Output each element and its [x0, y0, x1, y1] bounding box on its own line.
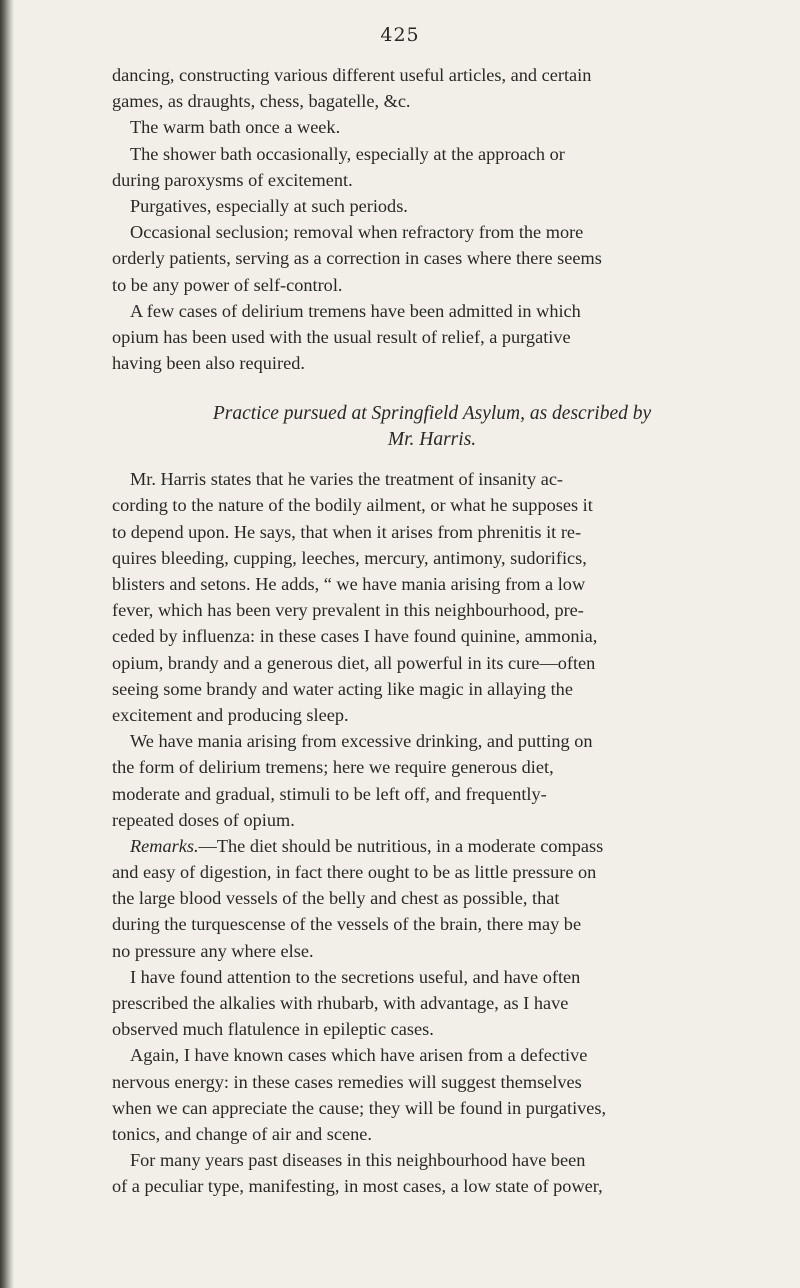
section-heading: Practice pursued at Springfield Asylum, as described by	[212, 403, 652, 425]
text-line: opium has been used with the usual result of relief, a purgative	[112, 326, 571, 347]
body-text	[112, 62, 752, 1200]
text-line: Occasional seclusion; removal when refractory from the more	[130, 222, 584, 243]
text-line: no pressure any where else.	[112, 940, 314, 961]
text-line: to be any power of self-control.	[112, 274, 343, 295]
text-line: quires bleeding, cupping, leeches, mercury, antimony, sudorifics,	[112, 547, 587, 568]
text-line: opium, brandy and a generous diet, all powerful in its cure—often	[112, 652, 596, 673]
remarks-line	[112, 833, 752, 859]
text-line: The warm bath once a week.	[130, 117, 341, 138]
text-line: repeated doses of opium.	[112, 809, 295, 830]
text-line: Again, I have known cases which have arisen from a defective	[130, 1045, 588, 1066]
text-line: when we can appreciate the cause; they will be found in purgatives,	[112, 1097, 607, 1118]
text-line: during paroxysms of excitement.	[112, 169, 353, 190]
text-line: For many years past diseases in this neighbourhood have been	[130, 1150, 586, 1171]
text-line: nervous energy: in these cases remedies will suggest themselves	[112, 1071, 582, 1092]
text-line: the large blood vessels of the belly and chest as possible, that	[112, 888, 560, 909]
text-line: cording to the nature of the bodily ailment, or what he supposes it	[112, 495, 593, 516]
binding-edge	[0, 0, 14, 1288]
text-line: Purgatives, especially at such periods.	[130, 195, 408, 216]
text-line: dancing, constructing various different useful articles, and certain	[112, 65, 592, 85]
text-line: the form of delirium tremens; here we require generous diet,	[112, 757, 554, 778]
text-line: Mr. Harris states that he varies the treatment of insanity ac-	[130, 469, 564, 490]
page-number: 425	[380, 24, 420, 46]
text-line: during the turquescense of the vessels of the brain, there may be	[112, 914, 582, 935]
text-line: excitement and producing sleep.	[112, 704, 349, 725]
remarks-text: —The diet should be nutritious, in a moderate compass	[198, 835, 604, 856]
text-line: A few cases of delirium tremens have been admitted in which	[130, 300, 581, 321]
text-line: games, as draughts, chess, bagatelle, &c.	[112, 91, 411, 112]
text-line: to depend upon. He says, that when it arises from phrenitis it re-	[112, 521, 582, 542]
text-line: ceded by influenza: in these cases I have found quinine, ammonia,	[112, 626, 598, 647]
text-line: tonics, and change of air and scene.	[112, 1123, 372, 1144]
text-line: and easy of digestion, in fact there ought to be as little pressure on	[112, 862, 597, 883]
text-line: The shower bath occasionally, especially at the approach or	[130, 143, 565, 164]
text-line: having been also required.	[112, 353, 305, 374]
text-line: observed much flatulence in epileptic cases.	[112, 1019, 434, 1040]
text-line: fever, which has been very prevalent in this neighbourhood, pre-	[112, 600, 584, 621]
text-line: of a peculiar type, manifesting, in most cases, a low state of power,	[112, 1176, 603, 1197]
text-line: We have mania arising from excessive drinking, and putting on	[130, 731, 593, 752]
text-line: moderate and gradual, stimuli to be left off, and frequently-	[112, 783, 547, 804]
text-line: I have found attention to the secretions useful, and have often	[130, 966, 581, 987]
remarks-label: Remarks.	[130, 835, 199, 856]
text-line: orderly patients, serving as a correction in cases where there seems	[112, 248, 602, 269]
text-line: prescribed the alkalies with rhubarb, with advantage, as I have	[112, 993, 569, 1013]
section-heading-author: Mr. Harris.	[387, 429, 477, 451]
text-line: blisters and setons. He adds, “ we have mania arising from a low	[112, 574, 586, 594]
text-line: seeing some brandy and water acting like magic in allaying the	[112, 678, 573, 699]
